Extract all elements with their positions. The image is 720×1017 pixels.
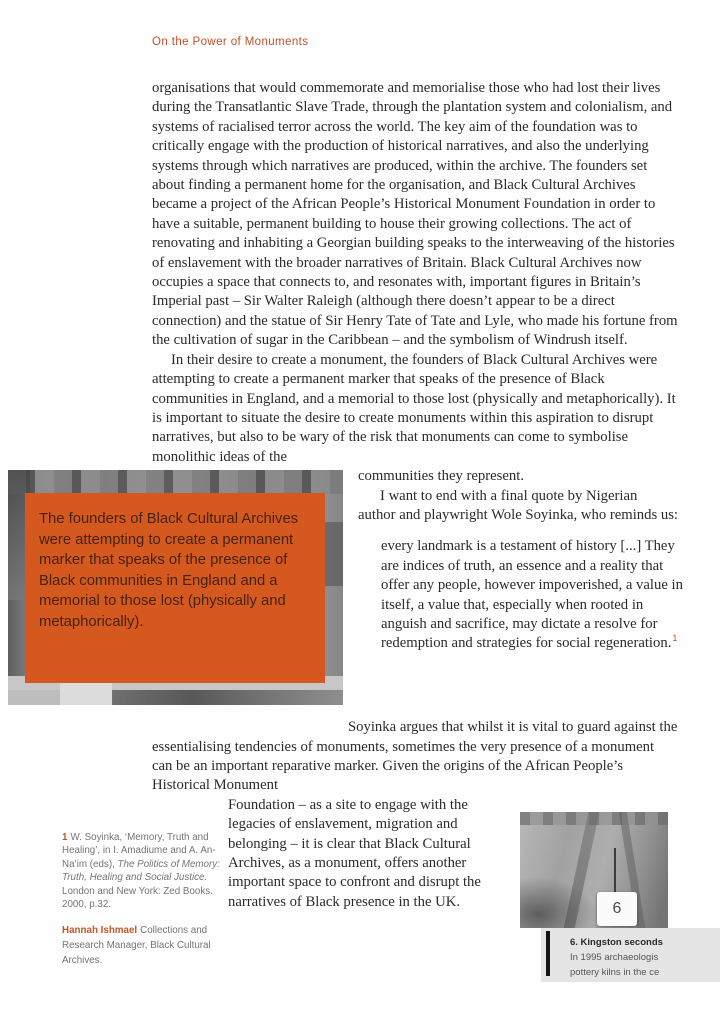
- footnote-1: [62, 831, 230, 911]
- paragraph-2: In their desire to create a monument, the founders of Black Cultural Archives were attempting to create a permanent marker that speaks of the presence of Black communities in England, and a memorial to those lost (physically and metaphorically). It is important to situate the desire to create monuments within this aspiration to disrupt narratives, but also to be wary of the risk that monuments can come to symbolise monolithic ideas of the: [152, 351, 676, 465]
- contributor-role: Collections and Research Manager, Black Cultural Archives.: [62, 925, 211, 966]
- paragraph-2-continued: communities they represent.: [358, 468, 525, 485]
- caption-title: 6. Kingston seconds: [570, 937, 663, 948]
- footnote-column: [62, 831, 230, 968]
- contributor-credit: [62, 924, 230, 968]
- contributor-name: Hannah Ishmael: [62, 925, 138, 937]
- scale-cube-label: 6: [612, 900, 622, 917]
- footnote-reference: 1: [672, 633, 678, 644]
- footnote-text: W. Soyinka, ‘Memory, Truth and Healing’, in I. Amadiume and A. An-Na’im (eds),: [62, 832, 216, 870]
- photo-texture: [564, 812, 600, 928]
- paragraph-3: I want to end with a final quote by Nigerian author and playwright Wole Soyinka, who reminds us:: [358, 487, 678, 523]
- pull-quote-text: The founders of Black Cultural Archives were attempting to create a permanent marker that speaks of the presence of Black communities in England and a memorial to those lost (physically and metaphorically).: [39, 511, 299, 630]
- photo-texture: [8, 470, 343, 494]
- caption-rule: [546, 931, 550, 976]
- paragraph-4-continued: Foundation – as a site to engage with the legacies of enslavement, migration and belonging – it is clear that Black Cultural Archives, as a monument, offers another important space to confront and disrupt the narratives of Black presence in the UK.: [228, 796, 481, 910]
- scale-stick: [614, 848, 616, 894]
- figure-caption: [541, 928, 720, 982]
- paragraph-1: organisations that would commemorate and memorialise those who had lost their lives during the Transatlantic Slave Trade, through the plantation system and colonialism, and systems of racialised terror across the world. The key aim of the foundation was to critically engage with the production of historical narratives, and also the underlying systems through which narratives are produced, within the archive. The founders set about finding a permanent home for the organisation, and Black Cultural Archives became a project of the African People’s Historical Monument Foundation in order to have a suitable, permanent building to house their growing collections. The act of renovating and inhabiting a Georgian building speaks to the interweaving of the histories of enslavement with the broader narratives of Britain. Black Cultural Archives now occupies a space that connects to, and resonates with, important figures in Britain’s Imperial past – Sir Walter Raleigh (although there doesn’t appear to be a direct connection) and the statue of Sir Henry Tate of Tate and Lyle, who made his fortune from the cultivation of sugar in the Caribbean – and the symbolism of Windrush itself.: [152, 80, 678, 349]
- caption-line-3: pottery kilns in the ce: [570, 967, 660, 978]
- scale-cube: [597, 892, 637, 926]
- pull-quote-box: [25, 493, 325, 683]
- running-header: On the Power of Monuments: [152, 36, 309, 48]
- excavation-photo: [520, 812, 668, 928]
- blockquote-text: every landmark is a testament of history [...] They are indices of truth, an essence and a reality that offer any people, however impoverished, a value in itself, a value that, especially when rooted in anguish and sacrifice, may dictate a resolve for redemption and strategies for social regeneration.: [381, 538, 683, 652]
- paragraph-4: Soyinka argues that whilst it is vital to guard against the essentialising tendencies of monuments, sometimes the very presence of a monument can be an important reparative marker. Given the origins of the African People’s Historical Monument: [152, 719, 678, 794]
- blockquote-soyinka: [381, 537, 688, 653]
- footnote-text-end: London and New York: Zed Books. 2000, p.32.: [62, 885, 213, 911]
- footnote-book-title: The Politics of Memory: Truth, Healing and Social Justice.: [62, 858, 220, 884]
- figure-kingston: [520, 812, 668, 978]
- photo-texture: [8, 690, 343, 705]
- figure-building-pullquote: [8, 470, 358, 706]
- caption-line-2: In 1995 archaeologis: [570, 952, 659, 963]
- footnote-number: 1: [62, 832, 68, 843]
- photo-texture: [324, 522, 343, 586]
